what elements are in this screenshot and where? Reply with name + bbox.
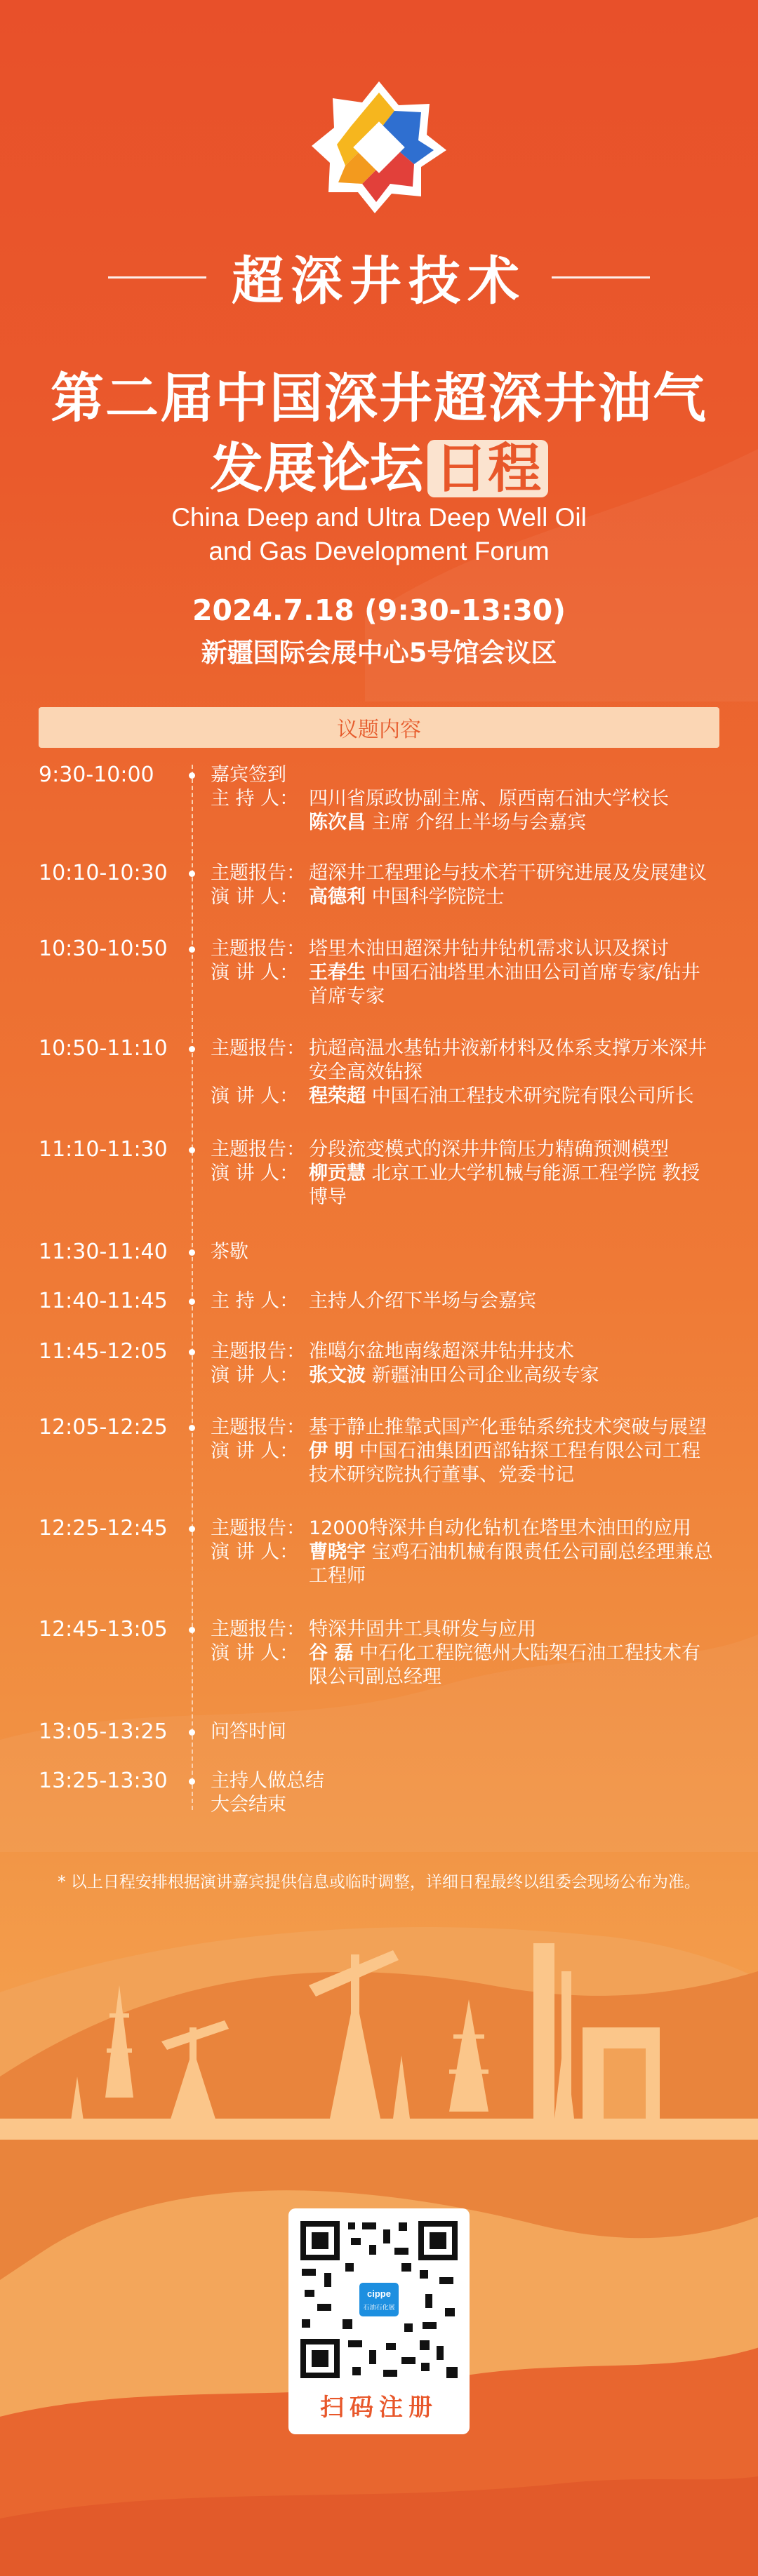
timeline-dot [189, 1249, 195, 1256]
line-text: 准噶尔盆地南缘超深井钻井技术 [309, 1341, 574, 1362]
agenda-content [211, 1340, 716, 1388]
line-label: 主题报告： [211, 1341, 305, 1362]
agenda-line [211, 1618, 716, 1642]
agenda-content [211, 937, 716, 1009]
agenda-content [211, 1517, 716, 1588]
timeline-dot [189, 871, 195, 877]
line-text: 大会结束 [211, 1794, 286, 1816]
timeline-dot [189, 1778, 195, 1785]
line-label: 演 讲 人： [211, 1642, 299, 1664]
timeline-dot [189, 1349, 195, 1355]
brand-rule-left [108, 276, 206, 279]
forum-title-line1: 第二届中国深井超深井油气 [51, 367, 707, 429]
qr-badge-line2: 石油石化展 [363, 2305, 395, 2312]
agenda-time: 9:30-10:00 [39, 763, 154, 787]
line-label: 演 讲 人： [211, 1162, 299, 1184]
brand-title: 超深井技术 [232, 251, 526, 311]
line-text [309, 811, 716, 835]
line-label: 演 讲 人： [211, 1085, 299, 1107]
speaker-title: 新疆油田公司企业高级专家 [366, 1364, 599, 1386]
schedule-note: * 以上日程安排根据演讲嘉宾提供信息或临时调整，详细日程最终以组委会现场公布为准。 [58, 1873, 700, 1891]
timeline-dot [189, 946, 195, 953]
speaker-name: 伊 明 [309, 1440, 354, 1462]
agenda-content [211, 763, 716, 835]
line-text [309, 885, 716, 909]
agenda-content [211, 1037, 716, 1108]
line-text [309, 1642, 716, 1689]
agenda-time: 11:30-11:40 [39, 1240, 168, 1264]
line-text: 主持人介绍下半场与会嘉宾 [309, 1290, 536, 1312]
brand-heading [0, 246, 758, 309]
line-label: 主 持 人： [211, 1290, 299, 1312]
qr-code-icon[interactable] [296, 2217, 462, 2382]
line-text: 四川省原政协副主席、原西南石油大学校长 [309, 788, 669, 810]
line-text: 分段流变模式的深井井筒压力精确预测模型 [309, 1139, 669, 1160]
line-label: 主题报告： [211, 1517, 305, 1539]
agenda-content [211, 1416, 716, 1487]
line-label: 主题报告： [211, 938, 305, 960]
line-label: 主题报告： [211, 1038, 305, 1059]
agenda-time: 11:45-12:05 [39, 1339, 168, 1364]
line-text: 茶歇 [211, 1241, 248, 1263]
line-label: 主题报告： [211, 862, 305, 884]
speaker-name: 程荣超 [309, 1085, 366, 1107]
agenda-line [211, 1162, 716, 1209]
agenda-time: 12:25-12:45 [39, 1516, 168, 1541]
line-text: 主持人做总结 [211, 1770, 324, 1792]
timeline-dot [189, 1526, 195, 1532]
speaker-title: 中国石油工程技术研究院有限公司所长 [366, 1085, 694, 1107]
speaker-name: 曹晓宇 [309, 1541, 366, 1563]
agenda-line [211, 811, 716, 835]
agenda-line [211, 1085, 716, 1108]
agenda-line [211, 1642, 716, 1689]
agenda-line [211, 1037, 716, 1085]
agenda-line [211, 861, 716, 885]
line-text [309, 1364, 716, 1388]
event-date: 2024.7.18 (9:30-13:30) [192, 593, 566, 627]
speaker-title: 中国科学院院士 [366, 886, 505, 908]
agenda-line [211, 961, 716, 1009]
line-label: 演 讲 人： [211, 1440, 299, 1462]
timeline-dot [189, 1299, 195, 1305]
line-label: 演 讲 人： [211, 1364, 299, 1386]
agenda-time: 13:25-13:30 [39, 1769, 168, 1793]
speaker-title: 中国石油塔里木油田公司首席专家/钻井首席专家 [309, 962, 700, 1007]
agenda-time: 10:30-10:50 [39, 937, 168, 961]
timeline-dot [189, 1729, 195, 1736]
scan-register-label: 扫码注册 [320, 2394, 438, 2422]
agenda-time: 12:05-12:25 [39, 1415, 168, 1440]
agenda-line [211, 885, 716, 909]
agenda-line [211, 1541, 716, 1588]
speaker-name: 高德利 [309, 886, 366, 908]
agenda-line [211, 1440, 716, 1487]
agenda-content [211, 1720, 716, 1744]
speaker-name: 陈次昌 [309, 812, 366, 833]
agenda-content [211, 1769, 716, 1817]
event-venue: 新疆国际会展中心5号馆会议区 [201, 638, 557, 668]
english-title-line2: and Gas Development Forum [208, 537, 550, 565]
agenda-time: 13:05-13:25 [39, 1719, 168, 1744]
agenda-line [211, 937, 716, 961]
agenda-line [211, 1289, 716, 1313]
line-label: 主题报告： [211, 1416, 305, 1438]
agenda-content [211, 861, 716, 909]
line-label: 演 讲 人： [211, 886, 299, 908]
brand-rule-right [552, 276, 650, 279]
line-text [309, 1440, 716, 1487]
line-label: 主题报告： [211, 1139, 305, 1160]
line-label: 主 持 人： [211, 788, 299, 810]
speaker-title: 北京工业大学机械与能源工程学院 教授博导 [309, 1162, 700, 1208]
timeline-dashed-line [192, 765, 193, 1810]
line-text: 抗超高温水基钻井液新材料及体系支撑万米深井安全高效钻探 [309, 1038, 707, 1083]
speaker-title: 中石化工程院德州大陆架石油工程技术有限公司副总经理 [309, 1642, 700, 1688]
agenda-time: 11:40-11:45 [39, 1289, 168, 1313]
agenda-line [211, 1416, 716, 1440]
timeline-dot [189, 1046, 195, 1052]
forum-title-line2 [0, 435, 758, 502]
speaker-title: 主席 介绍上半场与会嘉宾 [366, 812, 587, 833]
line-text: 超深井工程理论与技术若干研究进展及发展建议 [309, 862, 707, 884]
line-text: 嘉宾签到 [211, 764, 286, 786]
agenda-line [211, 1364, 716, 1388]
agenda-line [211, 1340, 716, 1364]
speaker-name: 谷 磊 [309, 1642, 354, 1664]
schedule-highlight-badge: 日程 [427, 440, 548, 497]
line-text: 12000特深井自动化钻机在塔里木油田的应用 [309, 1517, 691, 1539]
line-label: 主题报告： [211, 1618, 305, 1640]
speaker-name: 柳贡慧 [309, 1162, 366, 1184]
agenda-line [211, 763, 716, 787]
agenda-content [211, 1618, 716, 1689]
line-text [309, 1541, 716, 1588]
agenda-line [211, 1769, 716, 1793]
agenda-content [211, 1289, 716, 1313]
agenda-line [211, 1720, 716, 1744]
timeline-dot [189, 1425, 195, 1431]
agenda-line [211, 1240, 716, 1264]
agenda-line [211, 787, 716, 811]
line-text [309, 1085, 716, 1108]
line-label: 演 讲 人： [211, 962, 299, 984]
line-text [309, 961, 716, 1009]
speaker-title: 宝鸡石油机械有限责任公司副总经理兼总工程师 [309, 1541, 713, 1587]
timeline-dot [189, 772, 195, 779]
timeline-dot [189, 1627, 195, 1633]
agenda-time: 12:45-13:05 [39, 1617, 168, 1642]
timeline-dot [189, 1147, 195, 1153]
line-label [211, 811, 309, 835]
line-label: 演 讲 人： [211, 1541, 299, 1563]
english-title-line1: China Deep and Ultra Deep Well Oil [171, 503, 587, 532]
agenda-content [211, 1240, 716, 1264]
agenda-content [211, 1138, 716, 1209]
agenda-line [211, 1793, 716, 1817]
agenda-line [211, 1138, 716, 1162]
line-text: 塔里木油田超深井钻井钻机需求认识及探讨 [309, 938, 669, 960]
agenda-time: 10:10-10:30 [39, 861, 168, 885]
agenda-heading: 议题内容 [39, 707, 719, 748]
line-text [309, 1162, 716, 1209]
forum-title-text: 发展论坛 [210, 437, 423, 499]
speaker-name: 王春生 [309, 962, 366, 984]
agenda-time: 10:50-11:10 [39, 1036, 168, 1061]
speaker-title: 中国石油集团西部钻探工程有限公司工程技术研究院执行董事、党委书记 [309, 1440, 700, 1486]
agenda-line [211, 1517, 716, 1541]
forum-logo-icon [309, 77, 449, 217]
line-text: 特深井固井工具研发与应用 [309, 1618, 536, 1640]
line-text: 基于静止推靠式国产化垂钻系统技术突破与展望 [309, 1416, 707, 1438]
speaker-name: 张文波 [309, 1364, 366, 1386]
qr-badge-line1: cippe [367, 2288, 391, 2299]
agenda-time: 11:10-11:30 [39, 1137, 168, 1162]
line-text: 问答时间 [211, 1721, 286, 1743]
